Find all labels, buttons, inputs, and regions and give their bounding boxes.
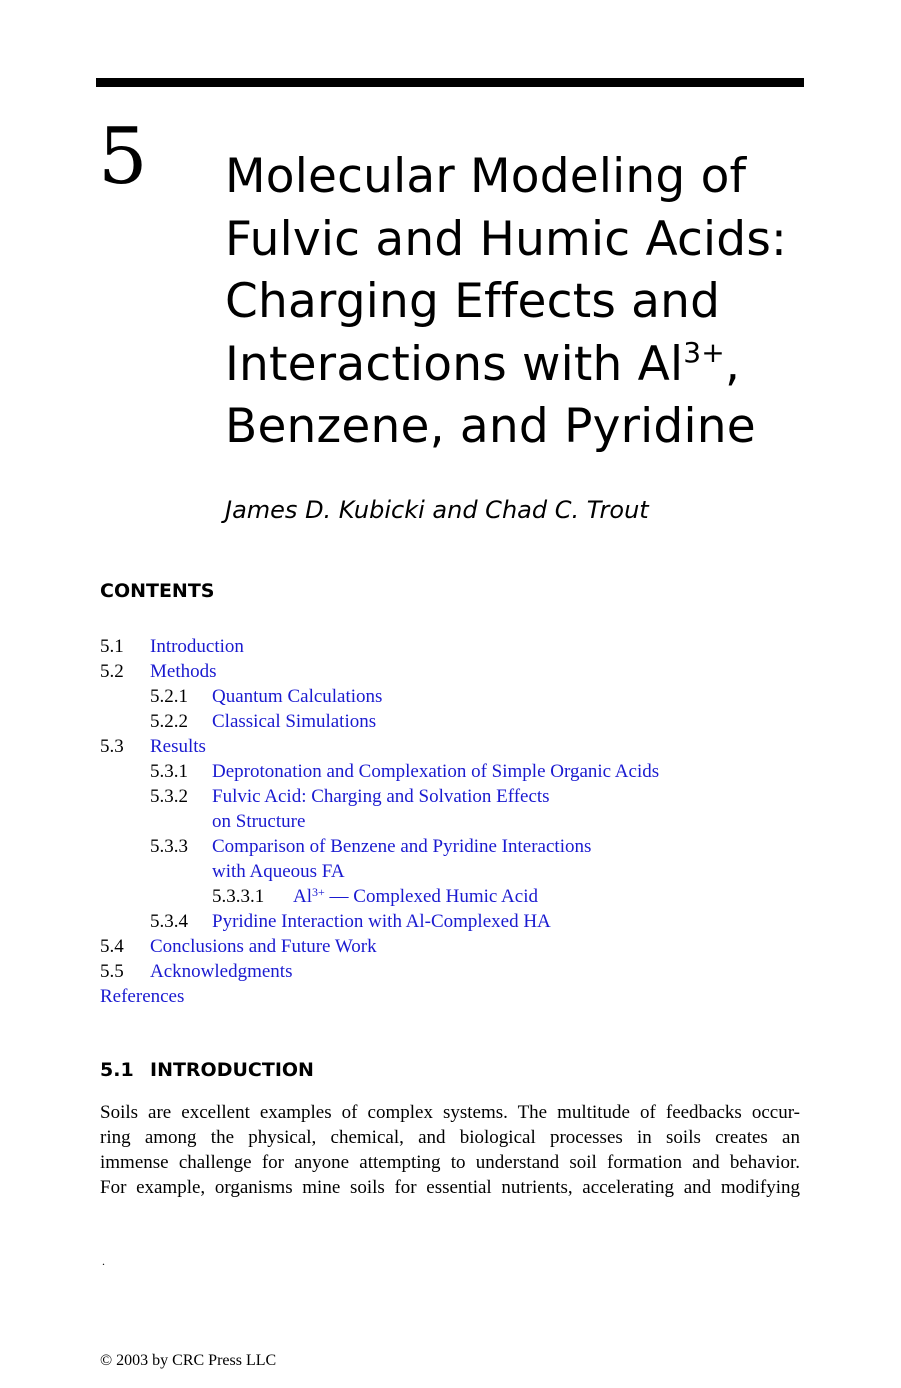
toc-entry-5-3-3 [0,834,901,859]
toc-entry-5-2-1 [0,684,901,709]
toc-entry-5-2 [0,659,901,684]
page-mark: . [102,1254,105,1268]
toc-link-introduction[interactable]: Introduction [150,636,244,657]
toc-entry-5-3-1 [0,759,901,784]
toc-link-results[interactable]: Results [150,736,206,757]
toc-link-pyridine-interaction[interactable]: Pyridine Interaction with Al-Complexed HA [212,911,551,932]
toc-number: 5.2.2 [150,711,188,732]
toc-link-methods[interactable]: Methods [150,661,217,682]
toc-number: 5.3 [100,736,124,757]
body-line: For example, organisms mine soils for essential nutrients, accelerating and modifying [100,1177,800,1198]
section-number: 5.1 [100,1059,134,1081]
toc-entry-5-5 [0,959,901,984]
toc-number: 5.5 [100,961,124,982]
toc-link-deprotonation[interactable]: Deprotonation and Complexation of Simple Organic Acids [212,761,660,782]
title-line-2: Fulvic and Humic Acids: [225,211,788,267]
toc-link-al-rest: — Complexed Humic Acid [324,886,538,907]
title-line-4-text: Interactions with Al [225,336,684,392]
title-line-3: Charging Effects and [225,274,721,329]
section-title: INTRODUCTION [150,1059,314,1081]
toc-number: 5.3.3.1 [212,886,265,907]
toc-link-fulvic-acid[interactable]: Fulvic Acid: Charging and Solvation Effects [212,786,550,807]
toc-number: 5.2 [100,661,124,682]
toc-entry-5-3-3-1 [0,884,901,909]
toc-number: 5.1 [100,636,124,657]
toc-link-benzene-pyridine[interactable]: Comparison of Benzene and Pyridine Interactions [212,836,592,857]
copyright-notice: © 2003 by CRC Press LLC [100,1352,277,1369]
body-line: ring among the physical, chemical, and biological processes in soils creates an [100,1127,800,1148]
chapter-number: 5 [98,112,148,202]
table-of-contents [0,634,901,1009]
toc-link-benzene-pyridine-cont[interactable]: with Aqueous FA [212,861,345,882]
toc-number: 5.3.3 [150,836,188,857]
toc-number: 5.3.4 [150,911,188,932]
toc-entry-5-3 [0,734,901,759]
body-line: immense challenge for anyone attempting to understand soil formation and behavior. [100,1152,800,1173]
toc-link-acknowledgments[interactable]: Acknowledgments [150,961,293,982]
contents-heading: CONTENTS [100,580,215,602]
title-superscript: 3+ [683,335,725,369]
toc-link-al-text: Al [293,886,312,907]
toc-link-al-complexed-humic-acid[interactable] [293,884,538,909]
toc-entry-5-3-3-cont [0,859,901,884]
chapter-authors: James D. Kubicki and Chad C. Trout [225,496,649,524]
toc-entry-references [0,984,901,1009]
toc-link-conclusions[interactable]: Conclusions and Future Work [150,936,377,957]
body-line: Soils are excellent examples of complex systems. The multitude of feedbacks occur- [100,1102,800,1123]
title-line-4 [225,334,825,397]
toc-number: 5.3.1 [150,761,188,782]
toc-entry-5-3-2-cont [0,809,901,834]
toc-link-fulvic-acid-cont[interactable]: on Structure [212,811,306,832]
toc-entry-5-2-2 [0,709,901,734]
toc-link-classical-simulations[interactable]: Classical Simulations [212,711,377,732]
title-line-1: Molecular Modeling of [225,149,747,204]
section-heading [100,1059,314,1081]
toc-number: 5.3.2 [150,786,188,807]
toc-number: 5.2.1 [150,686,188,707]
toc-entry-5-3-4 [0,909,901,934]
toc-entry-5-3-2 [0,784,901,809]
toc-entry-5-4 [0,934,901,959]
toc-link-superscript: 3+ [312,885,325,899]
toc-entry-5-1 [0,634,901,659]
chapter-top-rule [96,78,804,87]
title-line-5: Benzene, and Pyridine [225,399,756,454]
toc-link-quantum-calculations[interactable]: Quantum Calculations [212,686,383,707]
title-comma: , [724,336,741,392]
toc-link-references[interactable]: References [100,986,185,1007]
toc-number: 5.4 [100,936,124,957]
section-body [100,1100,800,1200]
chapter-title [225,146,825,459]
